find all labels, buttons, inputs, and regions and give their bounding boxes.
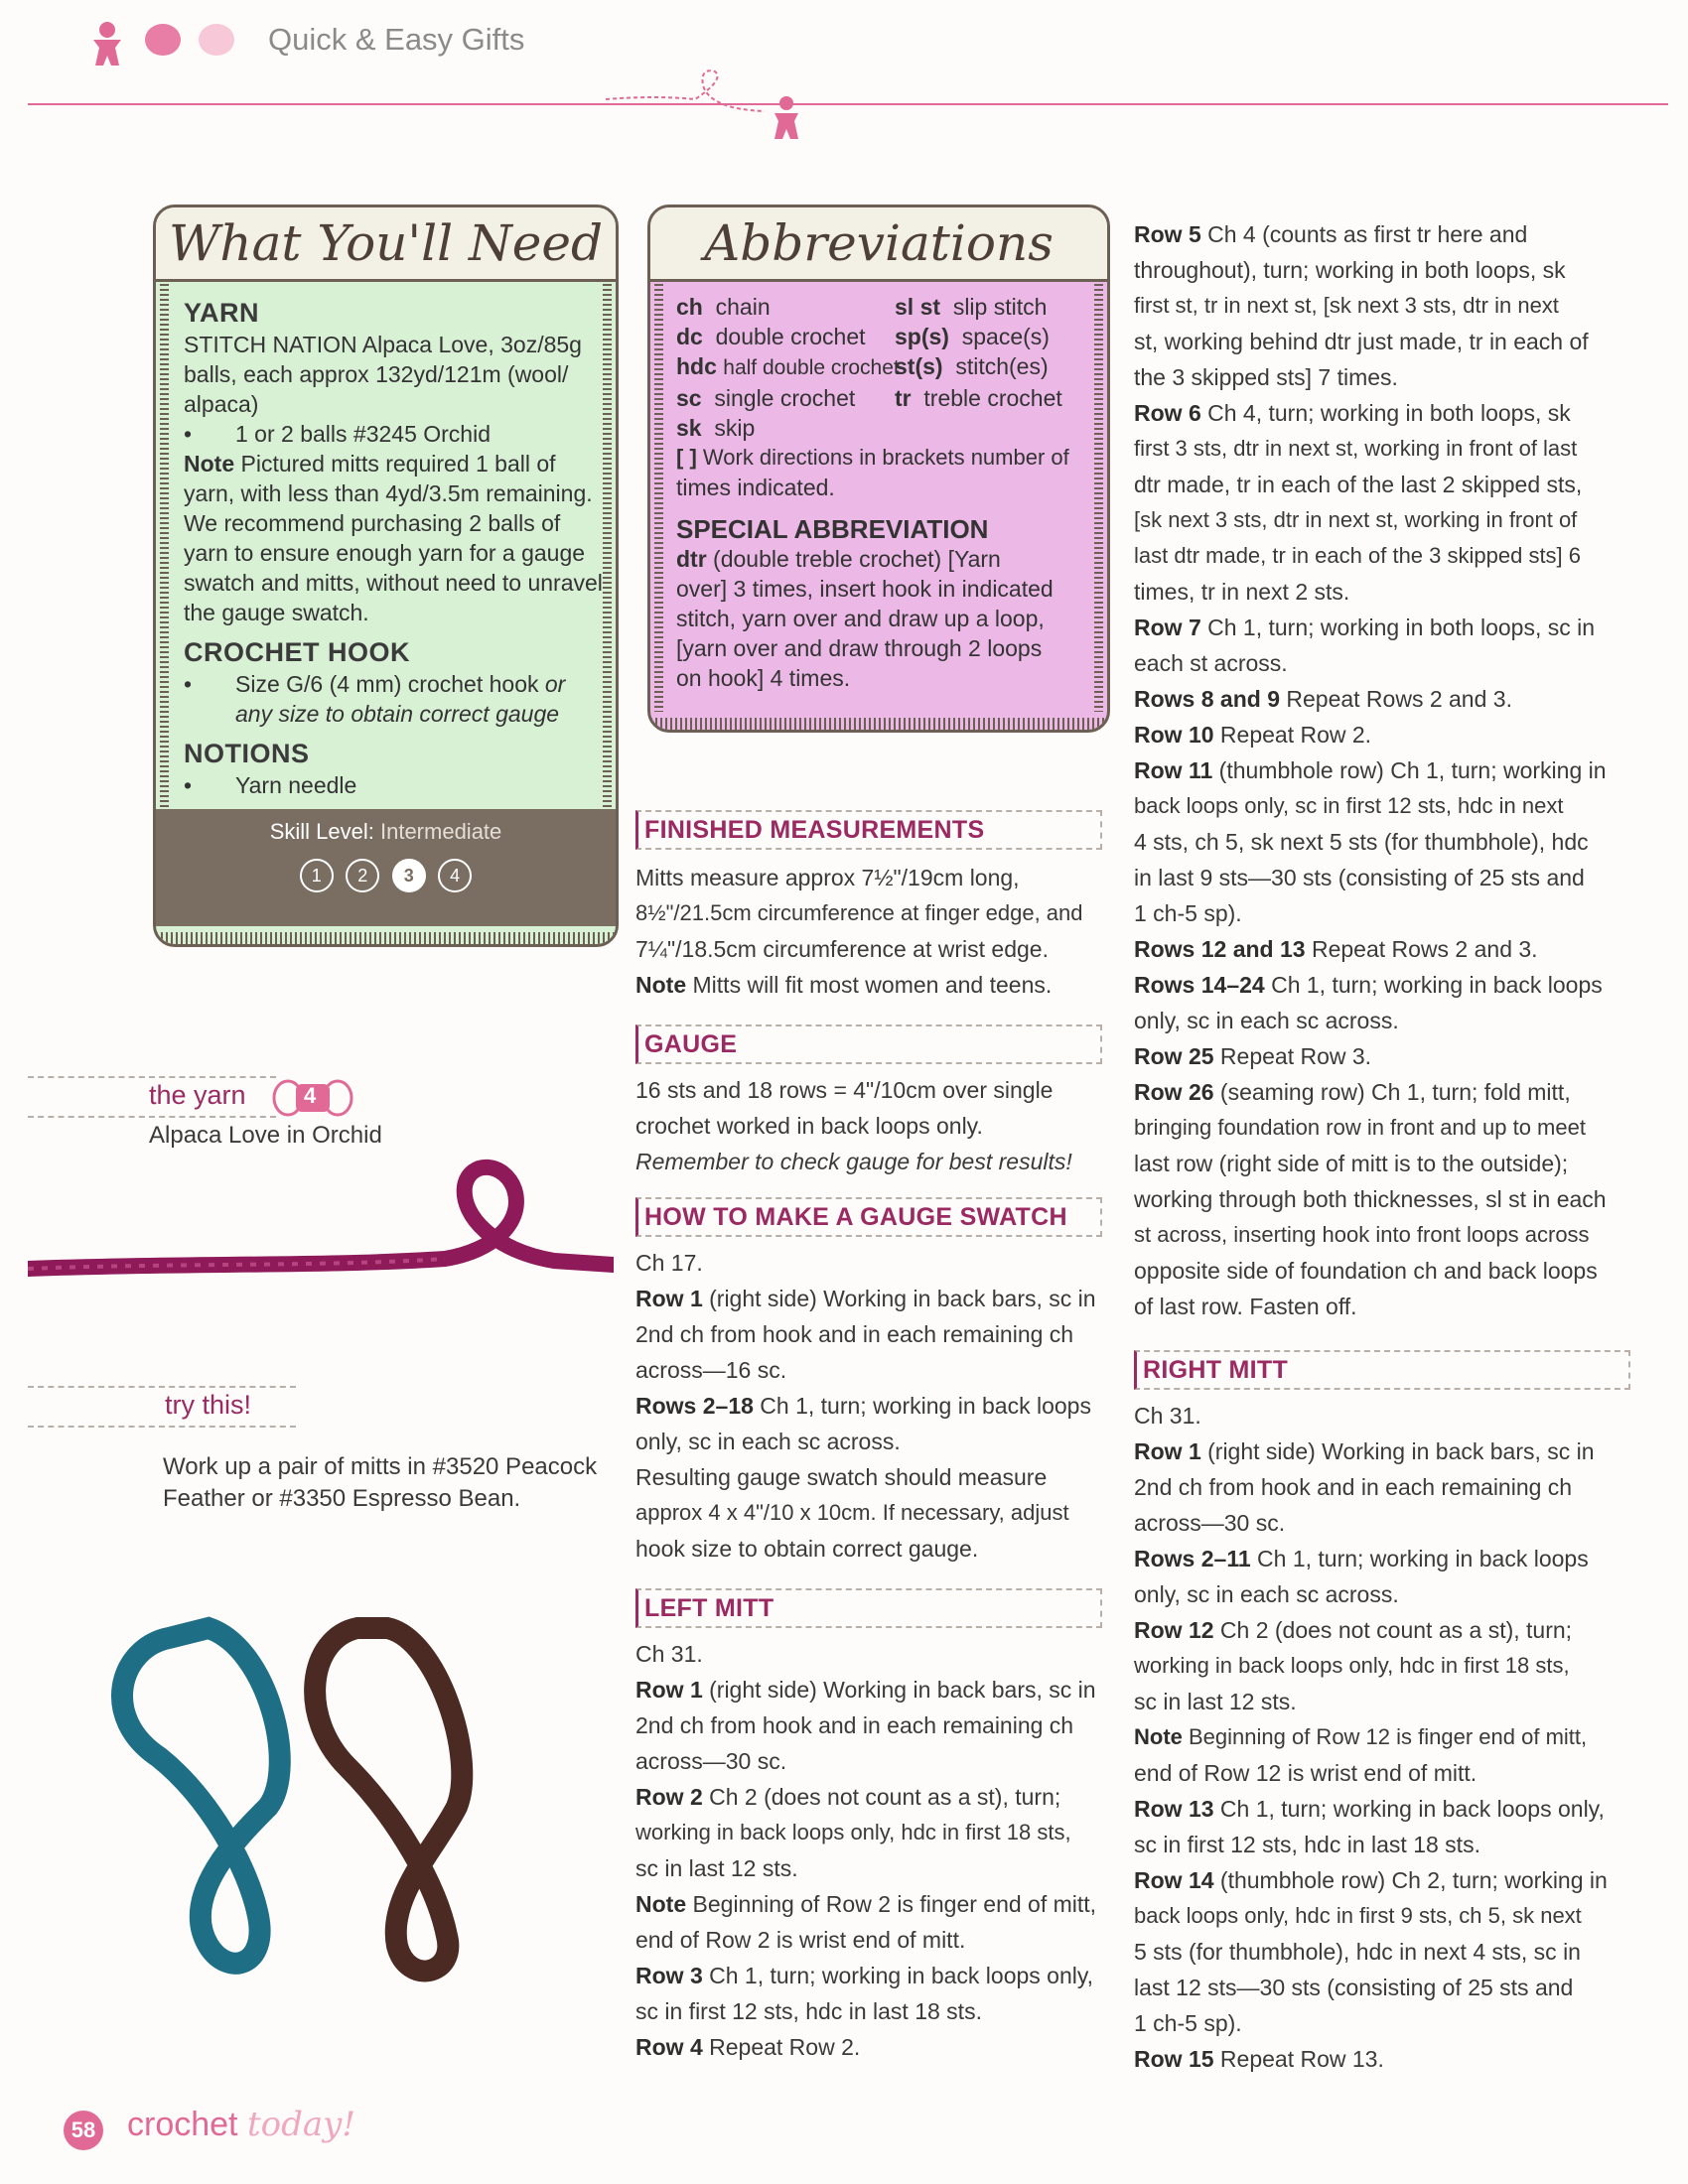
abbreviations-card: [647, 205, 1110, 733]
swatch-heading: HOW TO MAKE A GAUGE SWATCH: [635, 1197, 1102, 1237]
text-line: first 3 sts, dtr in next st, working in front of last: [1134, 436, 1578, 461]
note-line: the gauge swatch.: [184, 600, 369, 625]
yarn-line: alpaca): [184, 391, 259, 417]
text-line: Row 1 (right side) Working in back bars, sc in: [635, 1677, 1096, 1703]
text-line: Row 11 (thumbhole row) Ch 1, turn; working in: [1134, 757, 1607, 783]
text-line: only, sc in each sc across.: [635, 1429, 901, 1454]
abbr-row: dc double crochet sp(s) space(s): [676, 324, 1050, 349]
try-divider: [28, 1386, 296, 1388]
text-line: throughout), turn; working in both loops, sk: [1134, 257, 1566, 283]
text-line: end of Row 12 is wrist end of mitt.: [1134, 1760, 1477, 1786]
stitch-ornament: [596, 60, 834, 149]
skill-level-2: 2: [346, 859, 379, 892]
brackets-line: [ ] Work directions in brackets number of: [676, 445, 1069, 470]
text-line: 2nd ch from hook and in each remaining ch: [635, 1321, 1074, 1347]
notions-heading: NOTIONS: [184, 739, 310, 768]
text-line: Rows 14–24 Ch 1, turn; working in back loops: [1134, 972, 1603, 998]
text-line: 2nd ch from hook and in each remaining ch: [635, 1712, 1074, 1738]
text-line: across—16 sc.: [635, 1357, 787, 1383]
text-line: only, sc in each sc across.: [1134, 1581, 1399, 1607]
orchid-yarn-image: [28, 1142, 614, 1291]
text-line: Note Beginning of Row 12 is finger end of mitt,: [1134, 1724, 1588, 1749]
hook-bullet-cont: any size to obtain correct gauge: [235, 701, 560, 727]
yarn-divider: [28, 1116, 276, 1118]
special-line: dtr (double treble crochet) [Yarn: [676, 546, 1001, 572]
text-line: sc in first 12 sts, hdc in last 18 sts.: [1134, 1832, 1480, 1857]
text-line: Rows 8 and 9 Repeat Rows 2 and 3.: [1134, 686, 1512, 712]
special-line: over] 3 times, insert hook in indicated: [676, 576, 1054, 602]
text-line: across—30 sc.: [635, 1748, 787, 1774]
yarn-line: STITCH NATION Alpaca Love, 3oz/85g: [184, 332, 582, 357]
page-number: 58: [64, 2111, 103, 2150]
note-line: yarn to ensure enough yarn for a gauge: [184, 540, 586, 566]
text-line: Row 26 (seaming row) Ch 1, turn; fold mitt,: [1134, 1079, 1571, 1105]
text-line: working through both thicknesses, sl st in each: [1134, 1186, 1607, 1212]
finished-heading: FINISHED MEASUREMENTS: [635, 810, 1102, 850]
special-heading: SPECIAL ABBREVIATION: [676, 514, 989, 544]
text-line: Ch 31.: [1134, 1403, 1201, 1429]
try-divider: [28, 1426, 296, 1428]
left-mitt-text: [635, 1636, 1102, 2065]
gauge-reminder: Remember to check gauge for best results!: [635, 1149, 1072, 1174]
yarn-weight-number: 4: [304, 1083, 317, 1108]
hook-bullet: • Size G/6 (4 mm) crochet hook or: [184, 669, 586, 699]
text-line: Rows 2–11 Ch 1, turn; working in back loops: [1134, 1546, 1589, 1571]
yarn-skeins-image: [99, 1608, 576, 1985]
abbr-row: hdc half double crochet st(s) stitch(es): [676, 353, 1049, 379]
heart-icon: [145, 24, 181, 56]
ruler-right: [1094, 279, 1103, 712]
peacock-skein: [122, 1628, 280, 1964]
text-line: Note Beginning of Row 2 is finger end of mitt,: [635, 1891, 1097, 1917]
text-line: working in back loops only, hdc in first 18 sts,: [1134, 1653, 1570, 1678]
need-content: [156, 282, 616, 800]
text-line: Ch 31.: [635, 1641, 703, 1667]
swatch-text: [635, 1245, 1102, 1567]
try-label: try this!: [165, 1390, 252, 1420]
what-you-need-card: [153, 205, 619, 947]
text-line: Row 1 (right side) Working in back bars, sc in: [1134, 1438, 1595, 1464]
yarn-bullet: • 1 or 2 balls #3245 Orchid: [184, 419, 586, 449]
text-line: 5 sts (for thumbhole), hdc in next 4 sts, sc in: [1134, 1939, 1581, 1965]
ruler-bottom: [156, 932, 616, 944]
brackets-line: times indicated.: [676, 475, 835, 500]
try-line: Work up a pair of mitts in #3520 Peacock: [163, 1453, 598, 1480]
text-line: last dtr made, tr in each of the 3 skipped sts] 6: [1134, 543, 1582, 568]
note-label: Note: [184, 451, 235, 477]
text-line: Row 14 (thumbhole row) Ch 2, turn; working in: [1134, 1867, 1608, 1893]
text-line: sc in last 12 sts.: [635, 1855, 798, 1881]
text-line: 1 ch-5 sp).: [1134, 900, 1242, 926]
gauge-heading: GAUGE: [635, 1024, 1102, 1064]
skill-level-bar: [156, 809, 616, 926]
text-line: Row 25 Repeat Row 3.: [1134, 1043, 1372, 1069]
text-line: Resulting gauge swatch should measure: [635, 1464, 1048, 1490]
ruler-left: [654, 279, 663, 712]
header-rule: [28, 103, 1668, 105]
text-line: 2nd ch from hook and in each remaining ch: [1134, 1474, 1573, 1500]
card-title: What You'll Need: [156, 207, 616, 282]
yarn-label: the yarn: [149, 1080, 246, 1110]
text-line: Rows 2–18 Ch 1, turn; working in back loops: [635, 1393, 1091, 1419]
text-line: back loops only, hdc in first 9 sts, ch 5, sk next: [1134, 1903, 1582, 1928]
note-line: swatch and mitts, without need to unravel: [184, 570, 603, 596]
special-line: [yarn over and draw through 2 loops: [676, 635, 1043, 661]
text-line: [sk next 3 sts, dtr in next st, working in front of: [1134, 507, 1578, 532]
left-mitt-heading: LEFT MITT: [635, 1588, 1102, 1628]
abbr-row: ch chain sl st slip stitch: [676, 294, 1048, 320]
text-line: sc in last 12 sts.: [1134, 1689, 1297, 1714]
heart-icon-light: [199, 24, 234, 56]
text-line: of last row. Fasten off.: [1134, 1294, 1357, 1319]
gauge-text: [635, 1072, 1102, 1179]
abbr-row: sc single crochet tr treble crochet: [676, 385, 1062, 411]
skill-circles: [156, 859, 616, 892]
special-line: stitch, yarn over and draw up a loop,: [676, 606, 1045, 631]
text-line: 7¼"/18.5cm circumference at wrist edge.: [635, 936, 1049, 962]
card-title: Abbreviations: [650, 207, 1107, 282]
abbr-content: [650, 282, 1107, 693]
text-line: Row 12 Ch 2 (does not count as a st), turn;: [1134, 1617, 1573, 1643]
text-line: Row 15 Repeat Row 13.: [1134, 2046, 1384, 2072]
note-line: We recommend purchasing 2 balls of: [184, 510, 561, 536]
text-line: the 3 skipped sts] 7 times.: [1134, 364, 1398, 390]
text-line: last 12 sts—30 sts (consisting of 25 sts and: [1134, 1975, 1574, 2000]
text-line: Row 1 (right side) Working in back bars, sc in: [635, 1286, 1096, 1311]
text-line: dtr made, tr in each of the last 2 skipped sts,: [1134, 472, 1583, 497]
ruler-bottom: [650, 718, 1107, 730]
text-line: each st across.: [1134, 650, 1288, 676]
yarn-weight-badge: [270, 1078, 355, 1118]
skill-level-4: 4: [438, 859, 472, 892]
espresso-skein: [315, 1628, 462, 1971]
text-line: in last 9 sts—30 sts (consisting of 25 sts and: [1134, 865, 1585, 890]
text-line: Row 3 Ch 1, turn; working in back loops only,: [635, 1963, 1094, 1988]
note-line: yarn, with less than 4yd/3.5m remaining.: [184, 480, 593, 506]
text-line: Mitts measure approx 7½"/19cm long,: [635, 865, 1020, 890]
text-line: approx 4 x 4"/10 x 10cm. If necessary, adjust: [635, 1500, 1069, 1525]
skill-label: Skill Level:: [269, 819, 374, 844]
text-line: hook size to obtain correct gauge.: [635, 1536, 979, 1562]
text-line: st across, inserting hook into front loops across: [1134, 1222, 1590, 1247]
abbr-row: sk skip: [676, 415, 756, 441]
yarn-line: balls, each approx 132yd/121m (wool/: [184, 361, 569, 387]
text-line: only, sc in each sc across.: [1134, 1008, 1399, 1033]
text-line: Row 10 Repeat Row 2.: [1134, 722, 1372, 748]
text-line: Row 2 Ch 2 (does not count as a st), turn;: [635, 1784, 1061, 1810]
text-line: Note Mitts will fit most women and teens.: [635, 972, 1053, 998]
yarn-name: Alpaca Love in Orchid: [149, 1122, 382, 1149]
text-line: times, tr in next 2 sts.: [1134, 579, 1350, 605]
text-line: Row 13 Ch 1, turn; working in back loops only,: [1134, 1796, 1605, 1822]
text-line: first st, tr in next st, [sk next 3 sts, dtr in next: [1134, 293, 1559, 318]
section-title: Quick & Easy Gifts: [268, 22, 525, 57]
text-line: working in back loops only, hdc in first 18 sts,: [635, 1820, 1071, 1844]
try-line: Feather or #3350 Espresso Bean.: [163, 1485, 521, 1512]
skill-value: Intermediate: [379, 819, 502, 844]
text-line: Row 7 Ch 1, turn; working in both loops, sc in: [1134, 614, 1596, 640]
right-column: [1134, 216, 1630, 2077]
text-line: last row (right side of mitt is to the outside);: [1134, 1151, 1569, 1176]
left-mitt-continued: [1134, 216, 1630, 1324]
text-line: opposite side of foundation ch and back loops: [1134, 1258, 1598, 1284]
text-line: Row 6 Ch 4, turn; working in both loops, sk: [1134, 400, 1571, 426]
text-line: 1 ch-5 sp).: [1134, 2010, 1242, 2036]
text-line: Row 4 Repeat Row 2.: [635, 2034, 861, 2060]
finished-text: [635, 860, 1102, 1003]
note-line: Note Pictured mitts required 1 ball of: [184, 451, 556, 477]
middle-column: [635, 810, 1102, 2065]
skill-level-1: 1: [300, 859, 334, 892]
skill-level-3: 3: [392, 859, 426, 892]
yarn-divider: [28, 1076, 276, 1078]
text-line: st, working behind dtr just made, tr in each of: [1134, 329, 1589, 354]
text-line: Row 5 Ch 4 (counts as first tr here and: [1134, 221, 1528, 247]
text-line: Rows 12 and 13 Repeat Rows 2 and 3.: [1134, 936, 1538, 962]
text-line: end of Row 2 is wrist end of mitt.: [635, 1927, 966, 1953]
text-line: back loops only, sc in first 12 sts, hdc in next: [1134, 793, 1564, 818]
right-mitt-text: [1134, 1398, 1630, 2077]
yarn-heading: YARN: [184, 298, 260, 328]
text-line: 8½"/21.5cm circumference at finger edge, and: [635, 900, 1083, 925]
text-line: 4 sts, ch 5, sk next 5 sts (for thumbhole), hdc: [1134, 829, 1589, 855]
text-line: crochet worked in back loops only.: [635, 1113, 983, 1139]
right-mitt-heading: RIGHT MITT: [1134, 1350, 1630, 1390]
text-line: bringing foundation row in front and up to meet: [1134, 1115, 1586, 1140]
text-line: Ch 17.: [635, 1250, 703, 1276]
text-line: sc in first 12 sts, hdc in last 18 sts.: [635, 1998, 982, 2024]
footer-brand: crochet today!: [127, 2105, 355, 2144]
notions-bullet: • Yarn needle: [184, 770, 586, 800]
text-line: 16 sts and 18 rows = 4"/10cm over single: [635, 1077, 1054, 1103]
text-line: across—30 sc.: [1134, 1510, 1286, 1536]
skill-label-row: [156, 819, 616, 845]
special-line: on hook] 4 times.: [676, 665, 851, 691]
hook-heading: CROCHET HOOK: [184, 637, 410, 667]
